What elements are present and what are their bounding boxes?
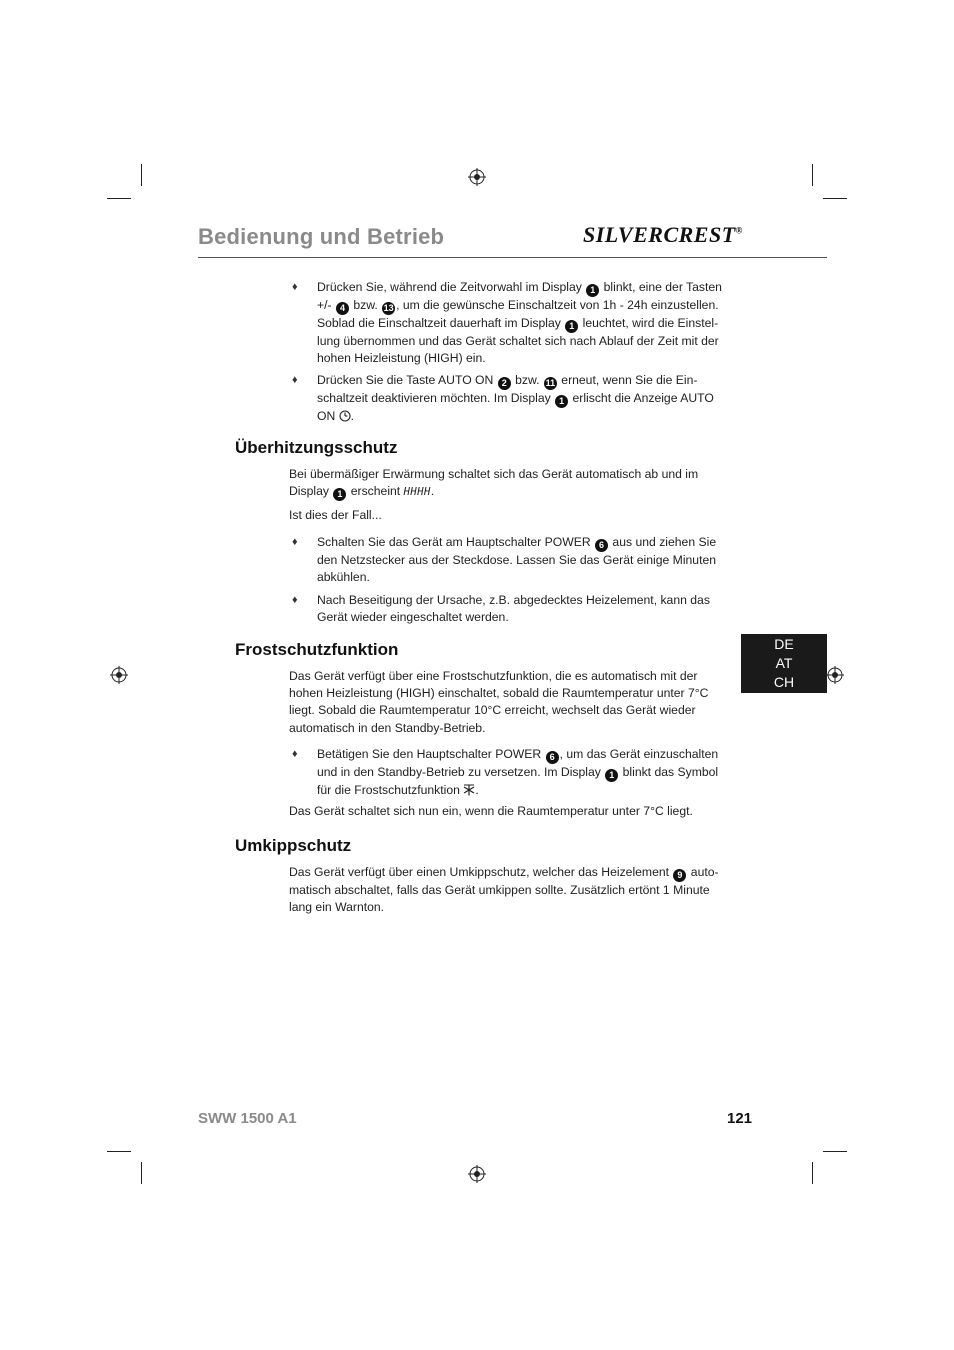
diamond-bullet-icon: ♦	[292, 594, 298, 606]
page-number: 121	[727, 1110, 753, 1127]
paragraph: Das Gerät schaltet sich nun ein, wenn die Raumtemperatur unter 7°C liegt.	[289, 804, 693, 818]
list-item	[292, 279, 732, 367]
callout-number: 9	[673, 869, 686, 882]
callout-number: 1	[605, 769, 618, 782]
list-item	[292, 746, 732, 799]
paragraph: Das Gerät verfügt über eine Frostschutzfunktion, die es automatisch mit der hohen Heizleistung (HIGH) einschaltet, sobald die Raumtemperatur unter 7°C liegt. Sobald die Raumtemperatur 10°C erreicht, wechselt das Gerät wieder automatisch in den Standby-Betrieb.	[289, 669, 709, 735]
diamond-bullet-icon: ♦	[292, 281, 298, 293]
clock-icon	[339, 410, 351, 422]
crop-mark	[812, 1162, 813, 1184]
brand-registered-mark: ®	[735, 225, 743, 236]
diamond-bullet-icon: ♦	[292, 536, 298, 548]
list-item-text: Drücken Sie die Taste AUTO ON 2 bzw. 11 erneut, wenn Sie die Ein-schaltzeit deaktivieren möchten. Im Display 1 erlischt die Anzeige AUTO ON .	[317, 373, 714, 423]
callout-number: 13	[383, 303, 394, 313]
registration-mark-icon	[468, 168, 486, 186]
display-segment-text: HHHH	[403, 486, 431, 499]
registration-mark-icon	[468, 1165, 486, 1183]
section-heading-tip-over: Umkippschutz	[235, 836, 352, 855]
paragraph: Bei übermäßiger Erwärmung schaltet sich das Gerät automatisch ab und im Display 1 erscheint HHHH.	[289, 467, 699, 500]
callout-number: 11	[545, 378, 556, 388]
diamond-bullet-icon: ♦	[292, 748, 298, 760]
snowflake-icon	[463, 784, 475, 796]
language-code: DE	[774, 636, 794, 652]
language-code: CH	[773, 674, 795, 690]
crop-mark	[823, 198, 847, 199]
crop-mark	[107, 198, 131, 199]
list-item	[292, 534, 732, 586]
list-item-text: Betätigen Sie den Hauptschalter POWER 6 , um das Gerät einzuschalten und in den Standby-Betrieb zu versetzen. Im Display 1 blinkt das Symbol für die Frostschutzfunktion .	[317, 747, 719, 797]
diamond-bullet-icon: ♦	[292, 374, 298, 386]
crop-mark	[812, 164, 813, 186]
callout-number: 4	[336, 302, 349, 315]
header-rule	[198, 257, 827, 258]
list-item	[292, 372, 732, 425]
crop-mark	[141, 1162, 142, 1184]
callout-number: 6	[546, 751, 559, 764]
brand-logo	[583, 222, 743, 248]
language-code: AT	[775, 655, 793, 671]
model-number: SWW 1500 A1	[198, 1110, 297, 1127]
callout-number: 1	[555, 395, 568, 408]
crop-mark	[141, 164, 142, 186]
registration-mark-icon	[110, 666, 128, 684]
crop-mark	[823, 1151, 847, 1152]
list-item	[292, 592, 732, 626]
callout-number: 1	[586, 284, 599, 297]
callout-number: 1	[333, 488, 346, 501]
paragraph: Ist dies der Fall...	[289, 508, 382, 522]
section-heading-frost: Frostschutzfunktion	[235, 640, 399, 659]
section-heading-overheat: Überhitzungsschutz	[235, 438, 398, 457]
crop-mark	[107, 1151, 131, 1152]
callout-number: 1	[565, 320, 578, 333]
list-item-text: Drücken Sie, während die Zeitvorwahl im Display 1 blinkt, eine der Tasten +/- 4 bzw. 13 , um die gewünsche Einschaltzeit von 1h - 24h einzustellen. Soblad die Einschaltzeit dauerhaft im Display 1 leuchtet, wird die Einstel-lung übernommen und das Gerät schaltet sich nach Ablauf der Zeit mit der hohen Heizleistung (HIGH) ein.	[317, 280, 722, 366]
list-item-text: Schalten Sie das Gerät am Hauptschalter POWER 6 aus und ziehen Sie den Netzstecker aus der Steckdose. Lassen Sie das Gerät einige Minuten abkühlen.	[317, 535, 717, 585]
list-item-text: Nach Beseitigung der Ursache, z.B. abgedecktes Heizelement, kann das Gerät wieder eingeschaltet werden.	[317, 593, 710, 625]
page-title: Bedienung und Betrieb	[198, 224, 445, 249]
brand-name: SILVERCREST	[583, 222, 736, 247]
callout-number: 2	[498, 377, 511, 390]
language-tab	[741, 634, 827, 693]
registration-mark-icon	[826, 666, 844, 684]
callout-number: 6	[595, 539, 608, 552]
paragraph: Das Gerät verfügt über einen Umkippschutz, welcher das Heizelement 9 auto-matisch abschaltet, falls das Gerät umkippen sollte. Zusätzlich ertönt 1 Minute lang ein Warnton.	[289, 865, 719, 915]
